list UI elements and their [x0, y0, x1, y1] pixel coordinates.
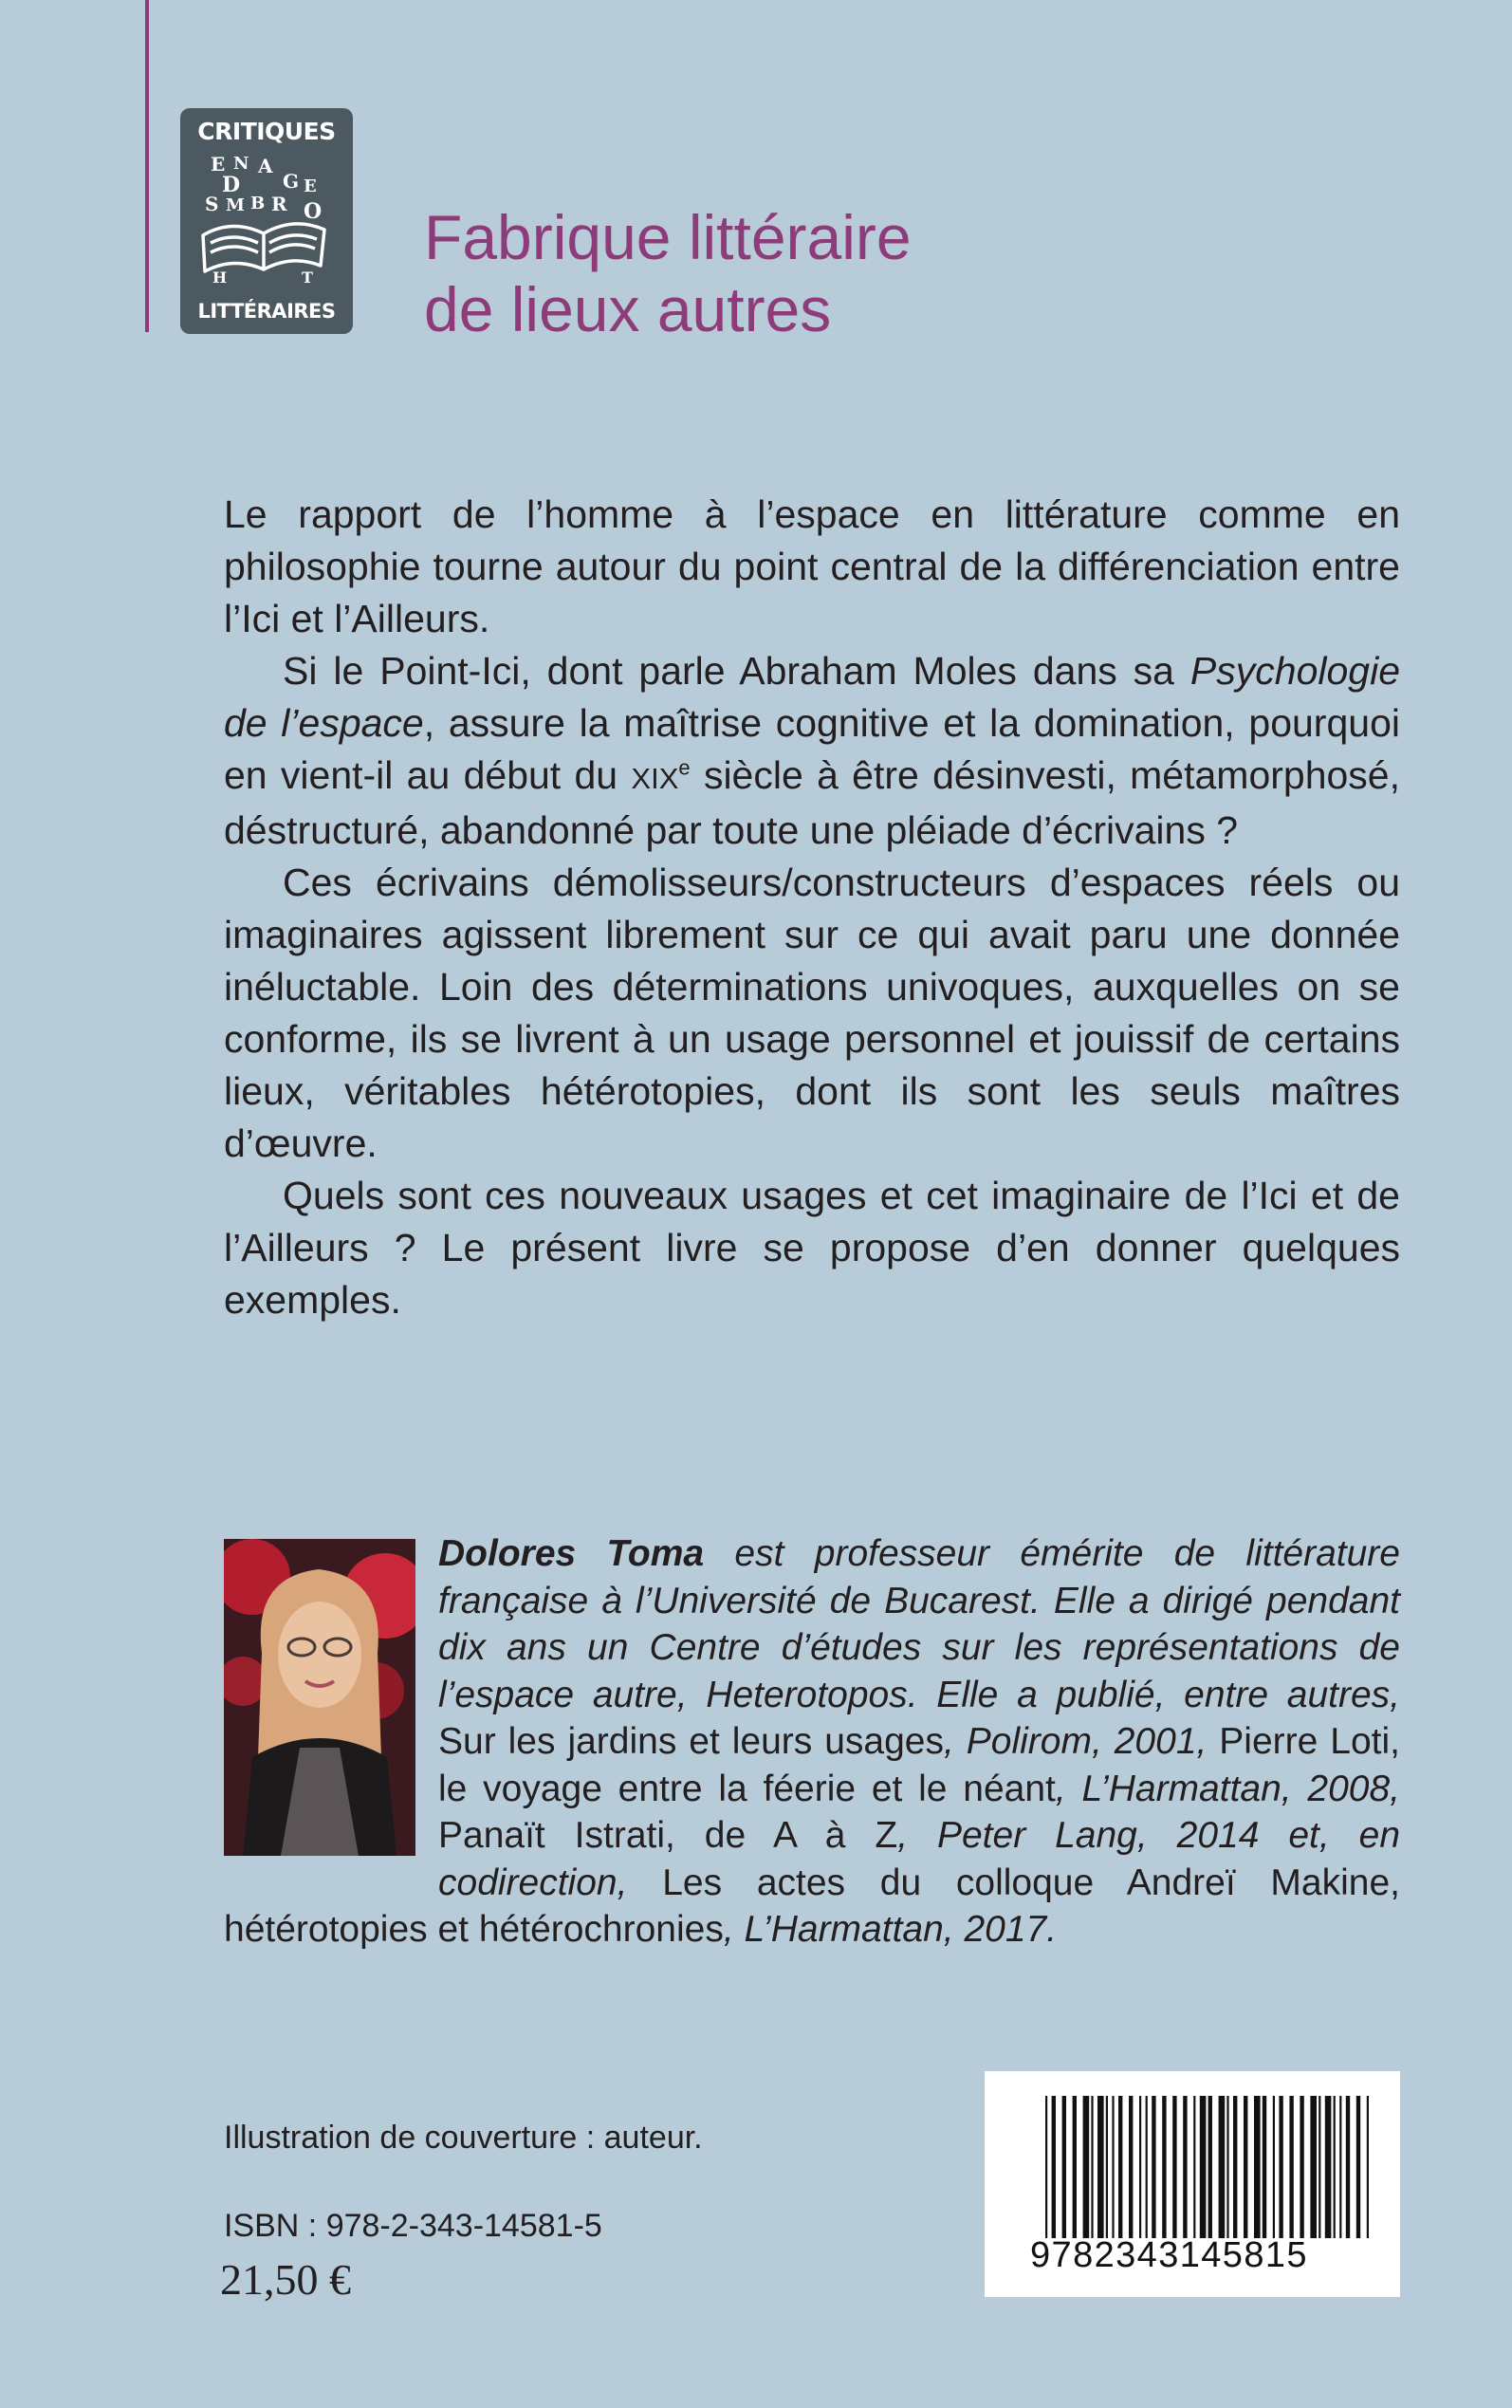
svg-text:G: G — [283, 170, 300, 193]
barcode-bar — [1091, 2096, 1093, 2238]
barcode-bar — [1339, 2096, 1341, 2238]
barcode-bar — [1226, 2096, 1228, 2238]
series-logo — [180, 108, 353, 334]
barcode-bar — [1183, 2096, 1187, 2238]
svg-text:E: E — [304, 176, 317, 196]
book-title-line-1: Fabrique littéraire — [424, 202, 912, 272]
barcode-bar — [1129, 2096, 1133, 2238]
open-book-icon — [197, 150, 336, 285]
decorative-vertical-line — [145, 0, 149, 332]
description-p2-text-b: , assure la maîtrise cognitive et la domination, pourquoi en vient-il au début du — [224, 701, 1400, 797]
svg-text:N: N — [233, 154, 249, 174]
description-paragraph-3: Ces écrivains démolisseurs/constructeurs d’espaces réels ou imaginaires agissent librement sur ce qui avait paru une donnée inéluctable. Loin des déterminations univoques, auxquelles on se conforme, ils se livrent à un usage personnel et jouissif de certains lieux, véritables hétérotopies, dont ils sont les seuls maîtres d’œuvre. — [224, 861, 1400, 1165]
barcode-bar — [1200, 2096, 1207, 2238]
barcode-bar — [1045, 2096, 1047, 2238]
author-book-1: Sur les jardins et leurs usages — [438, 1721, 944, 1762]
barcode-bar — [1334, 2096, 1336, 2238]
barcode-bar — [1273, 2096, 1275, 2238]
series-logo-bottom-label: LITTÉRAIRES — [197, 300, 336, 323]
barcode-bar — [1233, 2096, 1237, 2238]
illustration-credit: Illustration de couverture : auteur. — [224, 2120, 703, 2156]
barcode-bar — [1346, 2096, 1350, 2238]
barcode-bar — [1263, 2096, 1266, 2238]
author-book-2: Pierre Loti, le voyage entre la féerie et le néant — [438, 1721, 1400, 1809]
svg-text:E: E — [211, 153, 226, 176]
barcode-bar — [1083, 2096, 1090, 2238]
author-bio-text-5: , L’Harmattan, 2017. — [723, 1909, 1058, 1950]
price: 21,50 € — [220, 2255, 351, 2304]
isbn: ISBN : 978-2-343-14581-5 — [224, 2208, 602, 2244]
barcode-bar — [1097, 2096, 1104, 2238]
barcode-digits: 9782343145815 — [1030, 2235, 1308, 2275]
author-bio-text-1: est professeur émérite de littérature française à l’Université de Bucarest. Elle a dirigé pendant dix ans un Centre d’études sur les représentations de l’espace autre, Heterotopos. Elle a publié, entre autres, — [438, 1533, 1400, 1715]
author-biography — [224, 1530, 1400, 1954]
svg-text:D: D — [222, 173, 241, 197]
barcode-bar — [1367, 2096, 1369, 2238]
barcode-bar — [1112, 2096, 1114, 2238]
barcode-bar — [1356, 2096, 1360, 2238]
author-name: Dolores Toma — [438, 1533, 705, 1574]
barcode-bar — [1118, 2096, 1122, 2238]
svg-text:S: S — [205, 193, 219, 215]
barcode-bar — [1162, 2096, 1166, 2238]
barcode-bar — [1052, 2096, 1056, 2238]
author-book-4: Les actes du colloque Andreï Makine, hétérotopies et hétérochronies — [224, 1862, 1400, 1950]
svg-text:R: R — [271, 193, 287, 215]
barcode-bar — [1279, 2096, 1282, 2238]
barcode-bar — [1289, 2096, 1293, 2238]
book-title-line-2: de lieux autres — [424, 274, 832, 344]
svg-text:M: M — [226, 195, 245, 215]
author-bio-text-4: , Peter Lang, 2014 et, en codirection, — [438, 1815, 1401, 1903]
barcode-bar — [1208, 2096, 1212, 2238]
description-p2-text-a: Si le Point-Ici, dont parle Abraham Moles dans sa — [283, 649, 1190, 693]
author-bio-paragraph — [224, 1530, 1400, 1954]
description-p2-superscript: e — [678, 755, 691, 780]
barcode — [985, 2071, 1400, 2297]
barcode-bar — [1219, 2096, 1226, 2238]
series-logo-top-label: CRITIQUES — [197, 118, 336, 145]
barcode-bar — [1300, 2096, 1303, 2238]
book-title — [424, 201, 912, 345]
description-paragraph-1: Le rapport de l’homme à l’espace en littérature comme en philosophie tourne autour du point central de la différenciation entre l’Ici et l’Ailleurs. — [224, 492, 1400, 640]
barcode-bar — [1146, 2096, 1148, 2238]
book-description — [224, 489, 1400, 1326]
barcode-bar — [1152, 2096, 1155, 2238]
barcode-bar — [1325, 2096, 1332, 2238]
barcode-bar — [1172, 2096, 1176, 2238]
barcode-bar — [1310, 2096, 1317, 2238]
svg-text:T: T — [302, 269, 313, 285]
author-book-3: Panaït Istrati, de A à Z — [438, 1815, 898, 1856]
barcode-bar — [1073, 2096, 1077, 2238]
photo-spacer — [224, 1530, 438, 1864]
description-p2-century: XIX — [631, 762, 679, 795]
barcode-bar — [1062, 2096, 1066, 2238]
barcode-bar — [1244, 2096, 1247, 2238]
description-paragraph-2 — [224, 645, 1400, 857]
author-bio-text-3: , L’Harmattan, 2008, — [1055, 1768, 1400, 1809]
description-p2-text-c: siècle à être désinvesti, métamorphosé, déstructuré, abandonné par toute une pléiade d’écrivains ? — [224, 753, 1400, 852]
description-paragraph-4: Quels sont ces nouveaux usages et cet imaginaire de l’Ici et de l’Ailleurs ? Le présent livre se propose d’en donner quelques exemples. — [224, 1174, 1400, 1322]
svg-text:O: O — [304, 199, 323, 224]
svg-text:B: B — [250, 194, 266, 213]
author-bio-text-2: , Polirom, 2001, — [943, 1721, 1220, 1762]
svg-text:H: H — [212, 269, 228, 285]
description-p2-italic: Psychologie de l’espace — [224, 649, 1400, 745]
barcode-bar — [1318, 2096, 1320, 2238]
barcode-bar — [1193, 2096, 1195, 2238]
barcode-bar — [1139, 2096, 1141, 2238]
barcode-bar — [1254, 2096, 1261, 2238]
barcode-bar — [1106, 2096, 1108, 2238]
svg-text:A: A — [258, 155, 273, 177]
